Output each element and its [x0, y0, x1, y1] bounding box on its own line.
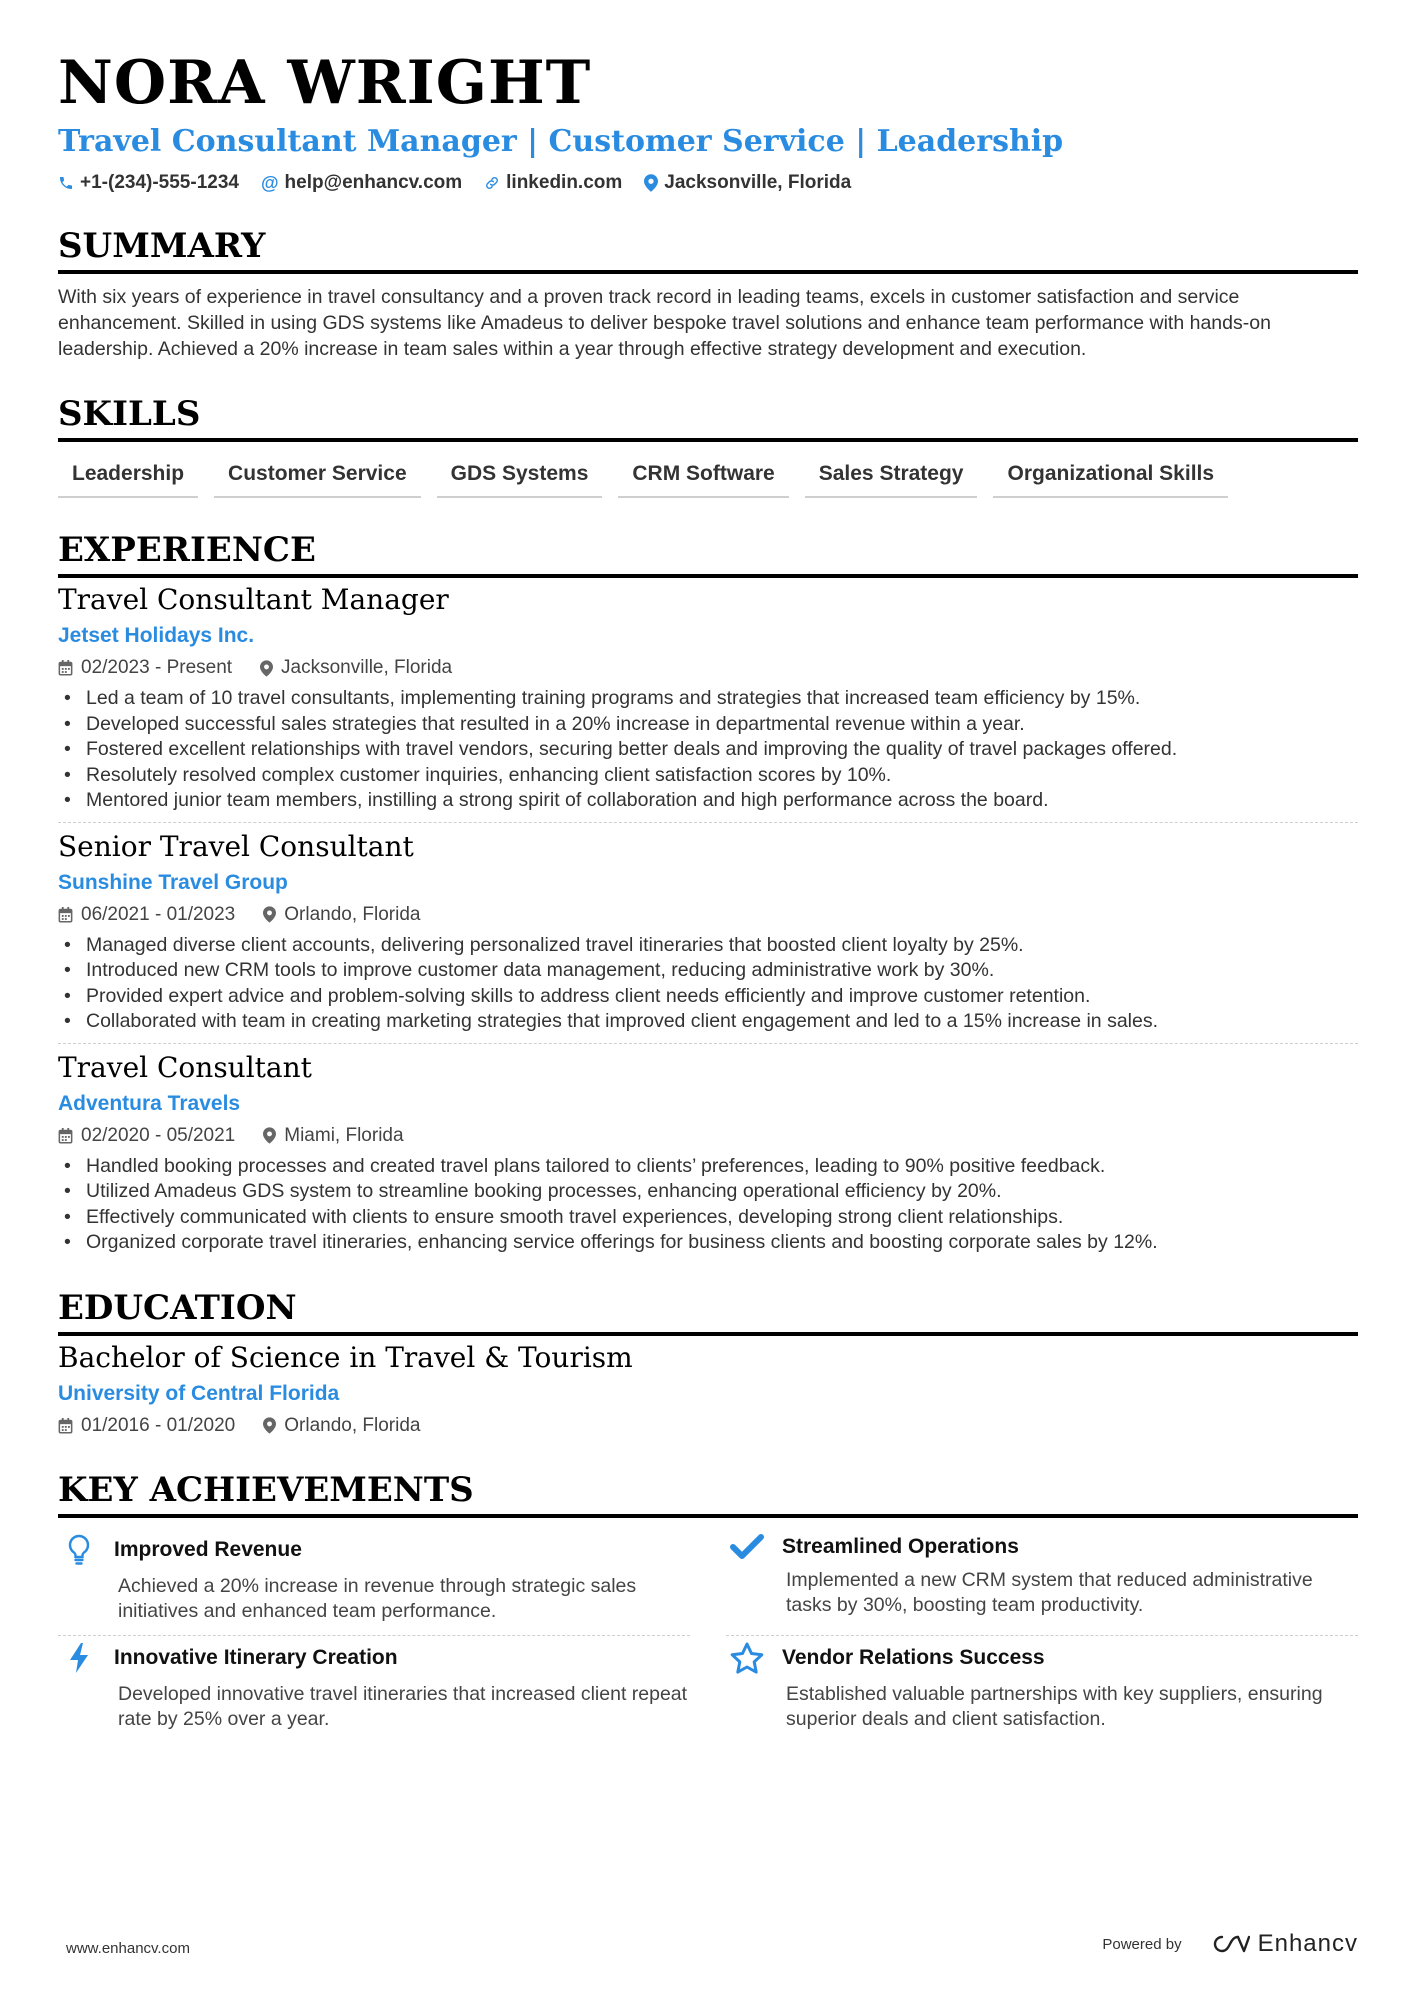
education-location — [263, 1414, 420, 1438]
summary-text: With six years of experience in travel consultancy and a proven track record in leading teams, excels in customer satisfaction and service enhancement. Skilled in using GDS systems like Amadeus to deliver bespoke travel solutions and enhance team performance with hands-on leadership. Achieved a 20% increase in team sales within a year through effective strategy development and execution. — [58, 286, 1271, 360]
achievement-item — [726, 1528, 1358, 1636]
footer-branding — [1102, 1930, 1358, 1958]
section-title-education: EDUCATION — [58, 1286, 1358, 1336]
divider — [58, 1043, 1358, 1044]
job-dates — [58, 1124, 235, 1148]
education-location-text: Orlando, Florida — [284, 1414, 421, 1436]
company-name: Jetset Holidays Inc. — [58, 624, 255, 647]
job-meta — [58, 903, 1358, 927]
job-location — [263, 1124, 403, 1148]
education-dates-text: 01/2016 - 01/2020 — [81, 1414, 236, 1436]
achievement-header — [726, 1642, 1358, 1674]
contact-row — [58, 172, 1358, 194]
divider — [58, 822, 1358, 823]
job-location-text: Jacksonville, Florida — [281, 657, 453, 678]
achievement-header — [58, 1642, 690, 1674]
bullet-item: • Mentored junior team members, instilling a strong spirit of collaboration and high performance across the board. — [58, 788, 1358, 814]
skill-tag: GDS Systems — [437, 456, 603, 498]
company-name: Sunshine Travel Group — [58, 870, 288, 894]
phone-text[interactable]: +1-(234)-555-1234 — [80, 172, 239, 193]
calendar-icon — [58, 1418, 73, 1434]
bullet-item: • Developed successful sales strategies that resulted in a 20% increase in departmental revenue within a year. — [58, 712, 1358, 738]
job-location-text: Miami, Florida — [284, 1124, 404, 1146]
bullet-item: • Handled booking processes and created travel plans tailored to clients’ preferences, leading to 90% positive feedback. — [58, 1154, 1358, 1180]
achievement-desc: Achieved a 20% increase in revenue through strategic sales initiatives and enhanced team performance. — [118, 1574, 637, 1622]
bullet-item: • Resolutely resolved complex customer inquiries, enhancing client satisfaction scores by 10%. — [58, 763, 1358, 789]
achievement-title: Vendor Relations Success — [782, 1645, 1045, 1669]
resume-page — [58, 46, 1358, 1743]
linkedin-link[interactable]: linkedin.com — [506, 172, 623, 193]
skill-tag: Organizational Skills — [993, 456, 1228, 498]
job-bullets — [58, 933, 1358, 1035]
job-bullets — [58, 686, 1358, 814]
enhancv-logo[interactable] — [1208, 1930, 1358, 1958]
bullet-item: • Effectively communicated with clients to ensure smooth travel experiences, developing strong client relationships. — [58, 1205, 1358, 1231]
degree-title: Bachelor of Science in Travel & Tourism — [58, 1340, 633, 1374]
phone-icon — [58, 175, 74, 191]
school-name: University of Central Florida — [58, 1381, 340, 1405]
achievement-desc: Established valuable partnerships with key suppliers, ensuring superior deals and client satisfaction. — [786, 1682, 1323, 1730]
bullet-item: • Collaborated with team in creating marketing strategies that improved client engagement and led to a 15% increase in sales. — [58, 1009, 1358, 1035]
skill-tag: Customer Service — [214, 456, 421, 498]
footer-website[interactable]: www.enhancv.com — [66, 1940, 190, 1957]
achievement-desc: Developed innovative travel itineraries that increased client repeat rate by 25% over a year. — [118, 1682, 688, 1730]
contact-location — [644, 172, 851, 194]
contact-email — [261, 172, 462, 194]
achievement-header — [726, 1534, 1358, 1560]
achievement-item — [58, 1636, 690, 1743]
job-dates-text: 02/2023 - Present — [81, 657, 233, 678]
brand-name: Enhancv — [1257, 1930, 1358, 1957]
header — [58, 46, 1358, 194]
job-title: Travel Consultant — [58, 1050, 312, 1084]
job-bullets — [58, 1154, 1358, 1256]
achievement-title: Innovative Itinerary Creation — [114, 1645, 398, 1669]
bullet-item: • Utilized Amadeus GDS system to streamline booking processes, enhancing operational efficiency by 20%. — [58, 1179, 1358, 1205]
bullet-item: • Fostered excellent relationships with travel vendors, securing better deals and improving the quality of travel packages offered. — [58, 737, 1358, 763]
education-dates — [58, 1414, 235, 1438]
bullet-item: • Provided expert advice and problem-solving skills to address client needs efficiently and improve customer retention. — [58, 984, 1358, 1010]
job-entry — [58, 829, 1358, 1044]
education-section — [58, 1286, 1358, 1438]
star-icon — [726, 1642, 768, 1674]
achievement-item — [58, 1528, 690, 1636]
summary-section — [58, 224, 1358, 362]
achievements-section — [58, 1468, 1358, 1743]
job-title: Senior Travel Consultant — [58, 829, 414, 863]
section-title-experience: EXPERIENCE — [58, 528, 1358, 578]
job-dates-text: 06/2021 - 01/2023 — [81, 903, 236, 925]
calendar-icon — [58, 660, 73, 676]
job-entry — [58, 1050, 1358, 1256]
job-location — [260, 656, 452, 680]
powered-by-label: Powered by — [1102, 1935, 1182, 1953]
contact-linkedin — [484, 172, 622, 194]
enhancv-logo-icon — [1208, 1933, 1250, 1955]
contact-phone — [58, 172, 239, 194]
location-pin-icon — [644, 174, 658, 192]
location-pin-icon — [263, 1127, 276, 1144]
at-icon: @ — [260, 172, 279, 193]
section-title-summary: SUMMARY — [58, 224, 1358, 274]
section-title-skills: SKILLS — [58, 392, 1358, 442]
achievement-header — [58, 1534, 690, 1566]
bullet-item: • Organized corporate travel itineraries, enhancing service offerings for business clients and boosting corporate sales by 12%. — [58, 1230, 1358, 1256]
achievements-grid — [58, 1528, 1358, 1743]
location-pin-icon — [263, 906, 276, 923]
location-pin-icon — [263, 1417, 276, 1434]
bullet-item: • Managed diverse client accounts, delivering personalized travel itineraries that boosted client loyalty by 25%. — [58, 933, 1358, 959]
location-pin-icon — [260, 660, 273, 677]
calendar-icon — [58, 907, 73, 923]
job-meta — [58, 656, 1358, 680]
candidate-name: NORA WRIGHT — [58, 48, 592, 118]
skill-tag: Leadership — [58, 456, 198, 498]
skill-tag: Sales Strategy — [805, 456, 978, 498]
job-dates — [58, 903, 235, 927]
bullet-item: • Introduced new CRM tools to improve customer data management, reducing administrative work by 30%. — [58, 958, 1358, 984]
job-dates-text: 02/2020 - 05/2021 — [81, 1124, 236, 1146]
link-icon — [484, 175, 500, 191]
email-link[interactable]: help@enhancv.com — [284, 172, 463, 193]
achievement-item — [726, 1636, 1358, 1743]
lightning-icon — [58, 1642, 100, 1674]
job-location — [263, 903, 420, 927]
headline: Travel Consultant Manager | Customer Service | Leadership — [58, 124, 1064, 159]
education-meta — [58, 1414, 1358, 1438]
job-location-text: Orlando, Florida — [284, 903, 421, 925]
skill-tag: CRM Software — [618, 456, 788, 498]
skills-list — [58, 456, 1358, 498]
section-title-achievements: KEY ACHIEVEMENTS — [58, 1468, 1358, 1518]
job-dates — [58, 656, 232, 680]
achievement-desc: Implemented a new CRM system that reduced administrative tasks by 30%, boosting team productivity. — [786, 1568, 1313, 1616]
location-text: Jacksonville, Florida — [664, 172, 852, 193]
company-name: Adventura Travels — [58, 1091, 241, 1115]
skills-section — [58, 392, 1358, 498]
lightbulb-icon — [58, 1534, 100, 1566]
job-meta — [58, 1124, 1358, 1148]
achievement-title: Streamlined Operations — [782, 1534, 1019, 1558]
achievement-title: Improved Revenue — [114, 1537, 302, 1561]
experience-section — [58, 528, 1358, 1256]
job-title: Travel Consultant Manager — [58, 583, 449, 616]
calendar-icon — [58, 1128, 73, 1144]
job-entry — [58, 582, 1358, 823]
bullet-item: • Led a team of 10 travel consultants, implementing training programs and strategies that increased team efficiency by 15%. — [58, 686, 1358, 712]
checkmark-icon — [726, 1534, 768, 1560]
